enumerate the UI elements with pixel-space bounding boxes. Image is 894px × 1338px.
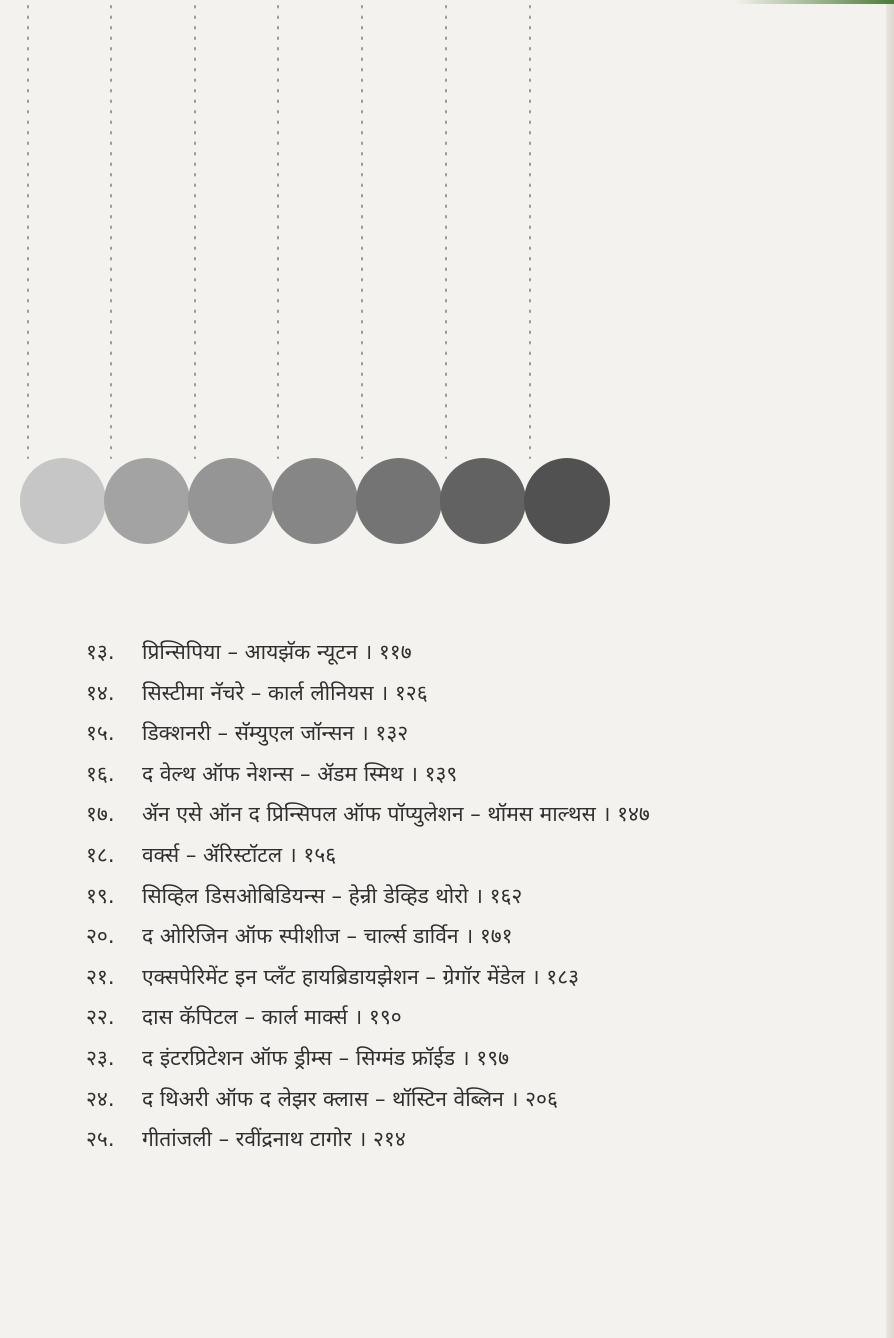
toc-entry <box>86 957 806 998</box>
toc-entry-number: २२. <box>86 1005 115 1030</box>
toc-entry-number: २१. <box>86 964 115 989</box>
toc-entry-text: सिव्हिल डिसओबिडियन्स – हेन्री डेव्हिड थोरो । १६२ <box>142 883 523 908</box>
toc-entry-number: १४. <box>86 680 115 705</box>
decorative-circle-row <box>20 458 610 544</box>
toc-entry-text: सिस्टीमा नॅचरे – कार्ल लीनियस । १२६ <box>142 680 428 705</box>
toc-entry-text: गीतांजली – रवींद्रनाथ टागोर । २१४ <box>142 1127 406 1152</box>
toc-entry-text: द इंटरप्रिटेशन ऑफ ड्रीम्स – सिग्मंड फ्रॉईड । १९७ <box>142 1045 510 1070</box>
toc-entry <box>86 1119 806 1160</box>
toc-entry <box>86 1038 806 1079</box>
toc-entry-text: ॲन एसे ऑन द प्रिन्सिपल ऑफ पॉप्युलेशन – थॉमस माल्थस । १४७ <box>142 802 650 827</box>
toc-entry <box>86 673 806 714</box>
toc-entry-number: १७. <box>86 802 115 827</box>
toc-entry-number: १५. <box>86 721 115 746</box>
toc-entry-text: द वेल्थ ऑफ नेशन्स – ॲडम स्मिथ । १३९ <box>142 761 458 786</box>
toc-entry-text: प्रिन्सिपिया – आयझॅक न्यूटन । ११७ <box>142 640 412 664</box>
decorative-circle <box>20 458 106 544</box>
decorative-circle <box>356 458 442 544</box>
decorative-dotted-lines <box>0 0 894 600</box>
toc-entry <box>86 1079 806 1120</box>
toc-entry <box>86 916 806 957</box>
toc-entry <box>86 754 806 795</box>
toc-entry <box>86 632 806 673</box>
toc-entry-number: २५. <box>86 1127 115 1152</box>
toc-entry <box>86 794 806 835</box>
toc-entry-text: दास कॅपिटल – कार्ल मार्क्स । १९० <box>142 1005 402 1030</box>
toc-entry-number: २०. <box>86 924 115 949</box>
toc-entry-number: १८. <box>86 842 115 867</box>
toc-entry-text: एक्सपेरिमेंट इन प्लँट हायब्रिडायझेशन – ग्रेगॉर मेंडेल । १८३ <box>142 964 580 989</box>
decorative-circle <box>524 458 610 544</box>
toc-entry <box>86 835 806 876</box>
toc-entry <box>86 713 806 754</box>
toc-entry-text: डिक्शनरी – सॅम्युएल जॉन्सन । १३२ <box>142 721 409 746</box>
table-of-contents <box>86 632 806 1160</box>
toc-entry-number: १३. <box>86 640 115 664</box>
toc-entry <box>86 876 806 917</box>
toc-entry-text: वर्क्स – ॲरिस्टॉटल । १५६ <box>142 842 337 867</box>
toc-entry-number: २३. <box>86 1045 115 1070</box>
decorative-circle <box>104 458 190 544</box>
toc-entry-text: द ओरिजिन ऑफ स्पीशीज – चार्ल्स डार्विन । १७१ <box>142 924 513 949</box>
toc-entry-number: १६. <box>86 761 115 786</box>
decorative-circle <box>188 458 274 544</box>
toc-entry-number: २४. <box>86 1086 115 1111</box>
toc-entry-number: १९. <box>86 883 115 908</box>
decorative-circle <box>440 458 526 544</box>
toc-entry-text: द थिअरी ऑफ द लेझर क्लास – थॉस्टिन वेब्लिन । २०६ <box>142 1086 558 1111</box>
toc-entry <box>86 997 806 1038</box>
decorative-circle <box>272 458 358 544</box>
